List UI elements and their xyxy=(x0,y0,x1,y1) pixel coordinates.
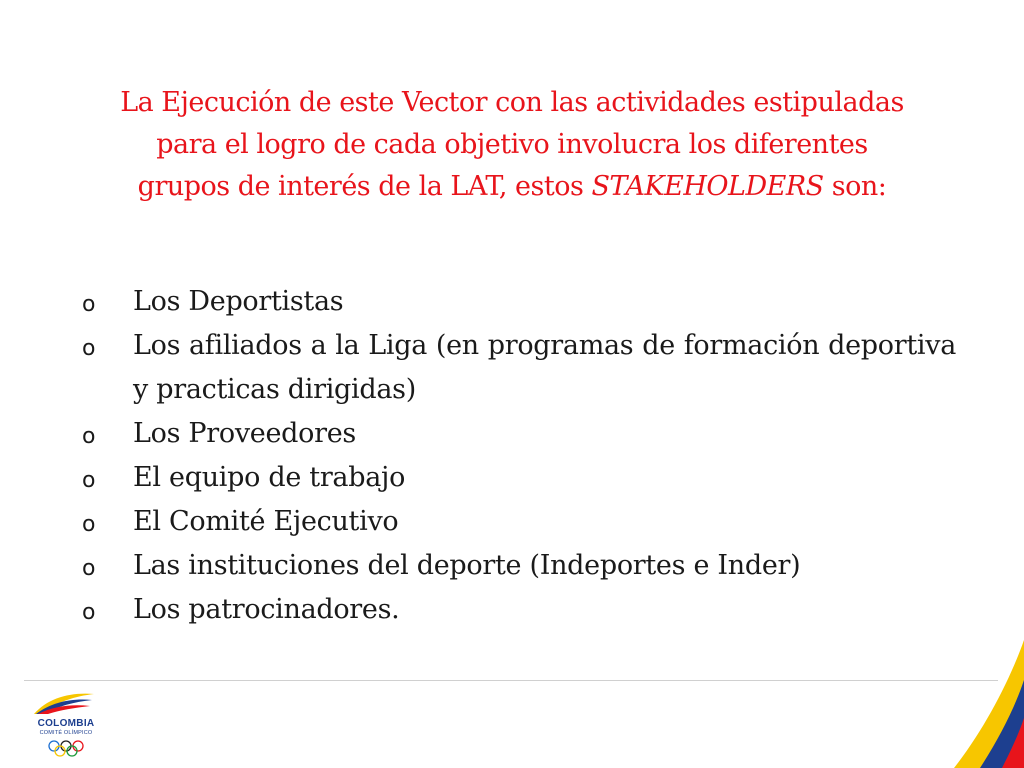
list-item xyxy=(80,280,956,324)
bullet-icon: o xyxy=(82,468,96,493)
bullet-icon: o xyxy=(82,424,96,449)
list-item-text: Los Proveedores xyxy=(133,418,356,449)
olympic-rings-icon xyxy=(26,738,106,760)
title-line-1: La Ejecución de este Vector con las actividades estipuladas xyxy=(120,87,904,118)
title-line-3-prefix: grupos de interés de la LAT, estos xyxy=(137,171,592,202)
flag-swoosh-icon xyxy=(26,688,106,718)
colombia-olympic-committee-logo xyxy=(26,688,106,762)
bullet-icon: o xyxy=(82,512,96,537)
title-stakeholders-emphasis: STAKEHOLDERS xyxy=(591,171,824,202)
title-line-3-suffix: son: xyxy=(823,171,887,202)
list-item xyxy=(80,412,956,456)
logo-committee-text: COMITÉ OLÍMPICO xyxy=(39,730,93,736)
list-item xyxy=(80,456,956,500)
list-item xyxy=(80,500,956,544)
bullet-icon: o xyxy=(82,556,96,581)
list-item-text: Los patrocinadores. xyxy=(133,594,400,625)
list-item-text: Los Deportistas xyxy=(133,286,344,317)
list-item xyxy=(80,588,956,632)
list-item xyxy=(80,324,956,412)
list-item-text: Los afiliados a la Liga (en programas de formación deportiva y practicas dirigidas) xyxy=(133,330,956,405)
bullet-icon: o xyxy=(82,336,96,361)
title-line-2: para el logro de cada objetivo involucra los diferentes xyxy=(156,129,868,160)
flag-corner-decoration xyxy=(914,640,1024,768)
list-item xyxy=(80,544,956,588)
footer-divider xyxy=(24,680,998,681)
stakeholders-list xyxy=(80,280,956,632)
bullet-icon: o xyxy=(82,600,96,625)
list-item-text: El Comité Ejecutivo xyxy=(133,506,399,537)
list-item-text: Las instituciones del deporte (Indeportes e Inder) xyxy=(133,550,801,581)
slide-title xyxy=(70,82,954,208)
title-line-3 xyxy=(70,166,954,208)
logo-country-text: COLOMBIA xyxy=(37,718,95,729)
list-item-text: El equipo de trabajo xyxy=(133,462,406,493)
bullet-icon: o xyxy=(82,292,96,317)
